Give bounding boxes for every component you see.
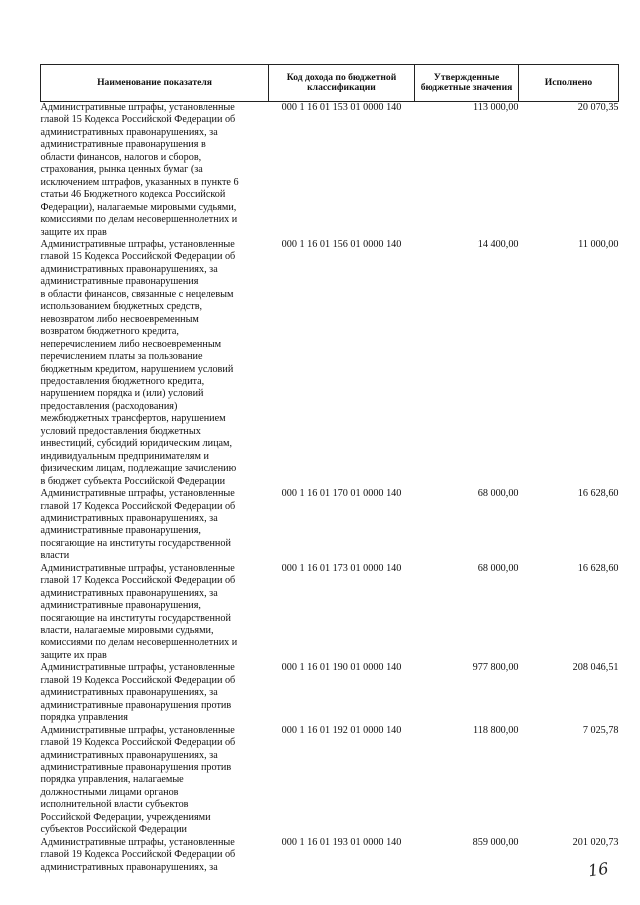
row-code: 000 1 16 01 153 01 0000 140 [281,102,402,113]
row-name: Административные штрафы, установленные главой 19 Кодекса Российской Федерации об административных правонарушениях, за административные правонарушения против порядка управления, налагаемые должностными лицами органов исполнительной власти субъектов Российской Федерации, учреждениями субъектов Российской Федерации [40,724,236,836]
row-executed: 20 070,35 [577,102,619,113]
table-header-row [41,65,619,102]
header-approved-values: Утвержденные бюджетные значения [415,65,519,102]
row-executed: 201 020,73 [572,836,619,848]
table-row [41,488,619,563]
row-code: 000 1 16 01 173 01 0000 140 [281,562,402,574]
row-name: Административные штрафы, установленные главой 19 Кодекса Российской Федерации об административных правонарушениях, за [40,836,236,873]
row-name: Административные штрафы, установленные главой 17 Кодекса Российской Федерации об административных правонарушениях, за административные правонарушения, посягающие на институты государственной власти [40,488,236,562]
row-executed: 7 025,78 [582,724,619,736]
row-name: Административные штрафы, установленные главой 15 Кодекса Российской Федерации об административных правонарушениях, за административные правонарушения в области финансов, налогов и сборов, страхования, рынка ценных бумаг (за исключением штрафов, указанных в пункте 6 статьи 46 Бюджетного кодекса Российской Федерации), налагаемые мировыми судьями, комиссиями по делам несовершеннолетних и защите их прав [40,102,239,238]
row-code: 000 1 16 01 193 01 0000 140 [281,836,402,848]
row-executed: 208 046,51 [572,662,619,674]
header-indicator-name: Наименование показателя [41,65,269,102]
row-name: Административные штрафы, установленные главой 17 Кодекса Российской Федерации об административных правонарушениях, за административные правонарушения, посягающие на институты государственной власти, налагаемые мировыми судьями, комиссиями по делам несовершеннолетних и защите их прав [40,562,238,661]
row-code: 000 1 16 01 170 01 0000 140 [281,488,402,500]
header-income-code: Код дохода по бюджетной классификации [269,65,415,102]
row-approved: 859 000,00 [472,836,519,848]
row-executed: 11 000,00 [578,238,619,250]
row-executed: 16 628,60 [577,562,619,574]
row-approved: 118 800,00 [473,724,519,736]
row-approved: 977 800,00 [472,662,519,674]
budget-report-table [40,64,619,874]
row-code: 000 1 16 01 190 01 0000 140 [281,662,402,674]
table-row [41,563,619,663]
row-approved: 68 000,00 [477,488,519,500]
table-row [41,239,619,488]
row-approved: 14 400,00 [477,238,519,250]
row-approved: 113 000,00 [473,102,519,113]
row-approved: 68 000,00 [477,562,519,574]
table-row [41,662,619,724]
table-row [41,725,619,837]
row-name: Административные штрафы, установленные главой 15 Кодекса Российской Федерации об административных правонарушениях, за административные правонарушения в области финансов, связанные с нецелевым использованием бюджетных средств, невозвратом либо несвоевременным возвратом бюджетного кредита, неперечислением либо несвоевременным перечислением платы за пользование бюджетным кредитом, нарушением условий предоставления бюджетного кредита, нарушением порядка и (или) условий предоставления (расходования) межбюджетных трансфертов, нарушением условий предоставления бюджетных инвестиций, субсидий юридическим лицам, индивидуальным предпринимателям и физическим лицам, подлежащие зачислению в бюджет субъекта Российской Федерации [40,238,237,487]
handwritten-page-number: 16 [586,858,610,881]
table-row [41,837,619,874]
row-name: Административные штрафы, установленные главой 19 Кодекса Российской Федерации об административных правонарушениях, за административные правонарушения против порядка управления [40,662,236,724]
row-code: 000 1 16 01 192 01 0000 140 [281,724,402,736]
row-code: 000 1 16 01 156 01 0000 140 [281,238,402,250]
header-executed: Исполнено [519,65,619,102]
table-row [41,102,619,239]
row-executed: 16 628,60 [577,488,619,500]
